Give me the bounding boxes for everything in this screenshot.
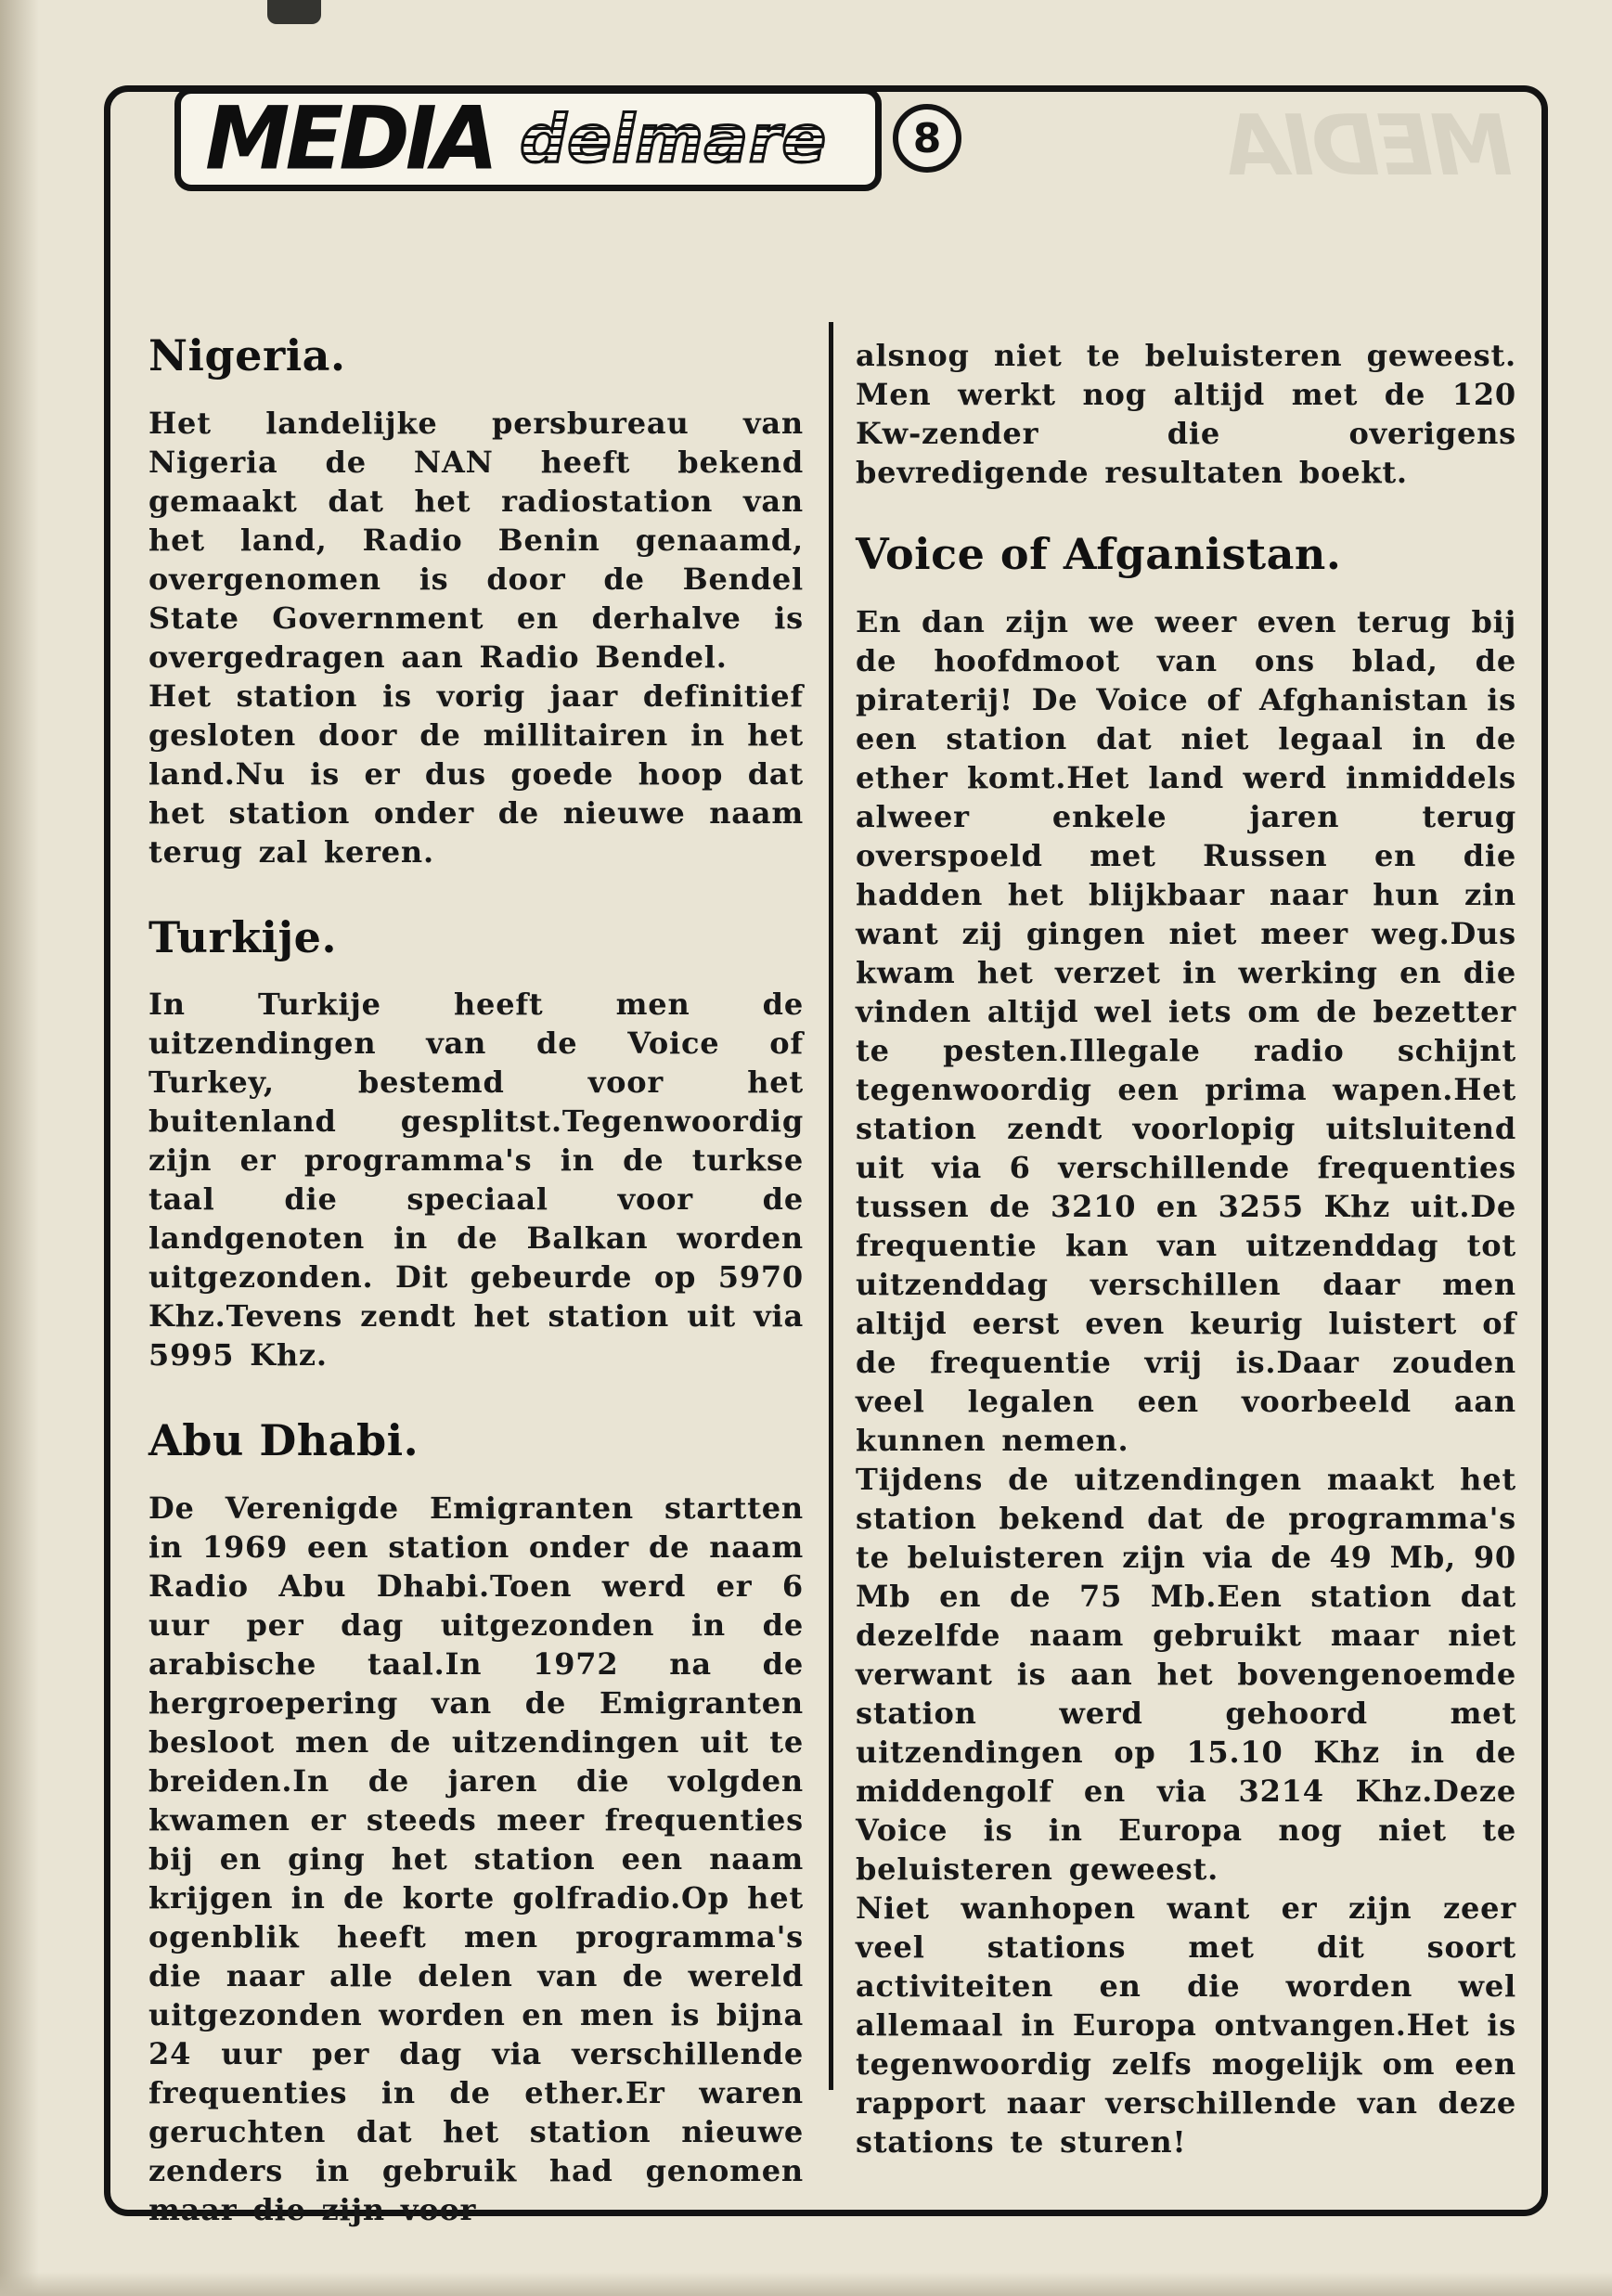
section-abu-dhabi [148,1417,804,2229]
section-heading-afganistan: Voice of Afganistan. [856,529,1342,579]
logo-delmare-text: delmare [520,101,827,177]
section-nigeria [148,332,804,871]
scan-edge-shadow-left [0,0,39,2296]
left-column [148,332,804,2229]
paragraph: Het station is vorig jaar definitief gesloten door de millitairen in het land.Nu is er dus goede hoop dat het station onder de nieuwe naam terug zal keren. [148,677,804,870]
paragraph: En dan zijn we weer even terug bij de hoofdmoot van ons blad, de piraterij! De Voice of Afghanistan is een station dat niet legaal in de ether komt.Het land werd inmiddels alweer enkele jaren terug overspoeld met Russen en die hadden het blijkbaar naar hun zin want zij gingen niet meer weg.Dus kwam het verzet in werking en die vinden altijd wel iets om de bezetter te pesten.Illegale radio schijnt tegenwoordig een prima wapen.Het station zendt voorlopig uitsluitend uit via 6 verschillende frequenties tussen de 3210 en 3255 Khz uit.De frequentie kan van uitzenddag tot uitzenddag verschillen daar men altijd eerst even keurig luistert of de frequentie vrij is.Daar zouden veel legalen een voorbeeld aan kunnen nemen. [856,603,1516,1458]
paragraph: Niet wanhopen want er zijn zeer veel stations met dit soort activiteiten en die worden wel allemaal in Europa ontvangen.Het is tegenwoordig zelfs mogelijk om een rapport naar verschillende van deze stations te sturen! [856,1890,1516,2160]
section-heading-nigeria: Nigeria. [148,330,346,381]
page-number: 8 [912,114,942,162]
scan-artifact-mark [267,0,321,24]
section-heading-abu-dhabi: Abu Dhabi. [148,1415,419,1466]
paragraph: De Verenigde Emigranten startten in 1969 een station onder de naam Radio Abu Dhabi.Toen werd er 6 uur per dag uitgezonden in de arabische taal.In 1972 na de hergroepering van de Emigranten besloot men de uitzendingen uit te breiden.In de jaren die volgden kwamen er steeds meer frequenties bij en ging het station een naam krijgen in de korte golfradio.Op het ogenblik heeft men programma's die naar alle delen van de wereld uitgezonden worden en men is bijna 24 uur per dag via verschillende frequenties in de ether.Er waren geruchten dat het station nieuwe zenders in gebruik had genomen maar die zijn voor [148,1490,804,2227]
right-column [856,336,1516,2161]
page-number-badge [893,104,961,173]
logo-media-text: MEDIA [205,87,495,190]
bleedthrough-logo: MEDIA [1226,97,1513,195]
section-turkije [148,911,804,1375]
scan-edge-shadow-bottom [0,2272,1612,2296]
paragraph-continued: alsnog niet te beluisteren geweest. Men werkt nog altijd met de 120 Kw-zender die overigens bevredigende resultaten boekt. [856,338,1516,490]
paragraph: Het landelijke persbureau van Nigeria de NAN heeft bekend gemaakt dat het radiostation van het land, Radio Benin genaamd, overgenomen is door de Bendel State Government en derhalve is overgedragen aan Radio Bendel. [148,405,804,675]
paragraph: In Turkije heeft men de uitzendingen van de Voice of Turkey, bestemd voor het buitenland gesplitst.Tegenwoordig zijn er programma's in de turkse taal die speciaal voor de landgenoten in de Balkan worden uitgezonden. Dit gebeurde op 5970 Khz.Tevens zendt het station uit via 5995 Khz. [148,987,804,1374]
section-voice-of-afganistan [856,531,1516,2161]
masthead [174,87,882,191]
paragraph: Tijdens de uitzendingen maakt het station bekend dat de programma's te beluisteren zijn via de 49 Mb, 90 Mb en de 75 Mb.Een station dat dezelfde naam gebruikt maar niet verwant is aan het bovengenoemde station werd gehoord met uitzendingen op 15.10 Khz in de middengolf en via 3214 Khz.Deze Voice is in Europa nog niet te beluisteren geweest. [856,1461,1516,1887]
column-divider [829,322,833,2090]
section-heading-turkije: Turkije. [148,911,337,962]
